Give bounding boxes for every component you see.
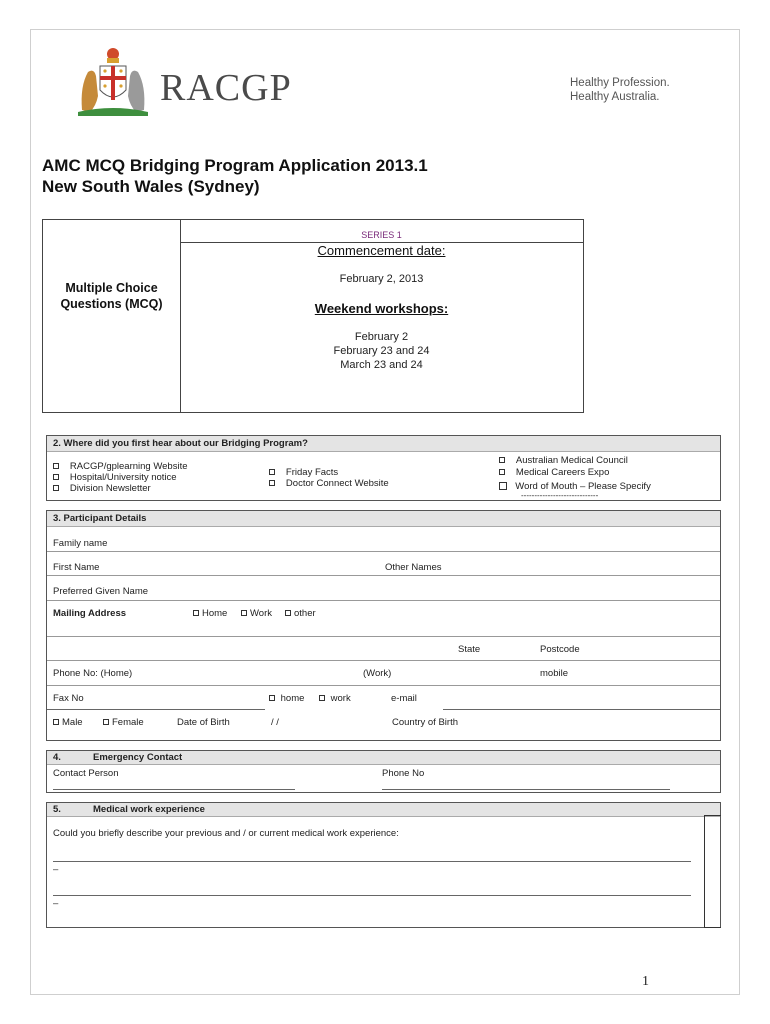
workshop-date: February 23 and 24 bbox=[333, 345, 430, 357]
racgp-crest-logo bbox=[74, 46, 152, 118]
specify-line[interactable]: ----------------------------- bbox=[521, 491, 599, 500]
option-amc[interactable] bbox=[499, 455, 651, 467]
option-careers-expo[interactable] bbox=[499, 467, 651, 479]
option-doctor-connect[interactable] bbox=[269, 478, 389, 489]
preferred-name-label: Preferred Given Name bbox=[53, 586, 149, 597]
email-home-label: home bbox=[280, 693, 305, 704]
checkbox-icon[interactable] bbox=[499, 457, 505, 463]
emergency-phone-label: Phone No bbox=[382, 768, 425, 779]
checkbox-icon[interactable] bbox=[269, 469, 275, 475]
brand-wordmark: RACGP bbox=[160, 67, 292, 109]
option-division-newsletter[interactable] bbox=[53, 483, 188, 494]
checkbox-icon[interactable] bbox=[53, 719, 59, 725]
checkbox-icon[interactable] bbox=[53, 485, 59, 491]
option-label: Medical Careers Expo bbox=[515, 467, 610, 478]
checkbox-icon[interactable] bbox=[193, 610, 199, 616]
male-label: Male bbox=[62, 717, 83, 728]
workshops-heading: Weekend workshops: bbox=[314, 301, 449, 316]
mcq-label-line2: Questions (MCQ) bbox=[60, 297, 163, 311]
option-label: Doctor Connect Website bbox=[285, 478, 389, 489]
option-label: Australian Medical Council bbox=[515, 455, 628, 466]
female-label: Female bbox=[112, 717, 144, 728]
checkbox-icon[interactable] bbox=[499, 482, 507, 490]
address-home-option[interactable] bbox=[193, 608, 227, 619]
fax-email-row[interactable] bbox=[47, 686, 720, 710]
commencement-date: February 2, 2013 bbox=[339, 273, 424, 285]
dob-label: Date of Birth bbox=[177, 717, 230, 728]
title-line1: AMC MCQ Bridging Program Application 2013.1 bbox=[42, 156, 428, 175]
phone-work-label: (Work) bbox=[363, 668, 392, 679]
phone-home-label: Phone No: (Home) bbox=[53, 668, 133, 679]
option-label: Friday Facts bbox=[285, 467, 339, 478]
hear-col2 bbox=[269, 467, 389, 489]
postcode-label: Postcode bbox=[540, 644, 580, 655]
section5-heading bbox=[47, 803, 720, 817]
first-name-row[interactable] bbox=[47, 552, 720, 576]
document-title bbox=[42, 155, 428, 197]
contact-person-label: Contact Person bbox=[53, 768, 119, 779]
contact-person-line[interactable] bbox=[53, 789, 295, 790]
tagline-line2: Healthy Australia. bbox=[570, 91, 660, 103]
side-bracket bbox=[704, 815, 721, 928]
experience-prompt: Could you briefly describe your previous and / or current medical work experience: bbox=[53, 828, 399, 839]
email-home-option[interactable] bbox=[269, 693, 304, 704]
preferred-name-row[interactable] bbox=[47, 576, 720, 601]
checkbox-icon[interactable] bbox=[269, 480, 275, 486]
option-racgp-website[interactable] bbox=[53, 461, 188, 472]
country-of-birth-label: Country of Birth bbox=[392, 717, 458, 728]
first-name-label: First Name bbox=[53, 562, 100, 573]
state-label: State bbox=[458, 644, 481, 655]
checkbox-icon[interactable] bbox=[53, 463, 59, 469]
mcq-label bbox=[43, 280, 180, 312]
hear-col3 bbox=[499, 455, 651, 499]
option-label: Word of Mouth – Please Specify bbox=[515, 481, 651, 492]
address-work-option[interactable] bbox=[241, 608, 272, 619]
series-info-box bbox=[42, 219, 584, 413]
section-emergency-contact bbox=[46, 750, 721, 793]
email-work-label: work bbox=[330, 693, 351, 704]
option-label: RACGP/gplearning Website bbox=[69, 461, 188, 472]
male-option[interactable] bbox=[53, 717, 83, 728]
workshop-date: February 2 bbox=[354, 331, 409, 343]
section5-number: 5. bbox=[53, 804, 61, 815]
checkbox-icon[interactable] bbox=[269, 695, 275, 701]
series-label: SERIES 1 bbox=[361, 230, 402, 240]
section-participant-details bbox=[46, 510, 721, 741]
family-name-row[interactable] bbox=[47, 527, 720, 552]
mcq-label-line1: Multiple Choice bbox=[65, 281, 158, 295]
section4-number: 4. bbox=[53, 752, 61, 763]
address-home-label: Home bbox=[202, 608, 228, 619]
checkbox-icon[interactable] bbox=[285, 610, 291, 616]
section-hear-about bbox=[46, 435, 721, 501]
hear-col1 bbox=[53, 461, 188, 494]
commencement-heading: Commencement date: bbox=[317, 243, 446, 258]
address-other-label: other bbox=[294, 608, 316, 619]
option-hospital-notice[interactable] bbox=[53, 472, 188, 483]
tagline-line1: Healthy Profession. bbox=[570, 77, 670, 89]
checkbox-icon[interactable] bbox=[103, 719, 109, 725]
section-medical-work-experience bbox=[46, 802, 721, 928]
option-label: Hospital/University notice bbox=[69, 472, 177, 483]
checkbox-icon[interactable] bbox=[319, 695, 325, 701]
email-label: e-mail bbox=[391, 693, 417, 704]
workshop-dates bbox=[180, 330, 583, 372]
section4-heading bbox=[47, 751, 720, 765]
checkbox-icon[interactable] bbox=[53, 474, 59, 480]
family-name-label: Family name bbox=[53, 538, 108, 549]
section4-title: Emergency Contact bbox=[93, 752, 183, 763]
experience-line-2[interactable] bbox=[53, 895, 691, 896]
other-names-label: Other Names bbox=[385, 562, 442, 573]
mailing-address-row[interactable] bbox=[47, 601, 720, 637]
email-work-option[interactable] bbox=[319, 693, 351, 704]
emergency-phone-line[interactable] bbox=[382, 789, 670, 790]
section5-title: Medical work experience bbox=[93, 804, 205, 815]
tagline bbox=[570, 76, 670, 104]
fax-label: Fax No bbox=[53, 693, 84, 704]
phone-row[interactable] bbox=[47, 661, 720, 686]
gender-dob-row[interactable] bbox=[47, 710, 720, 734]
section3-heading: 3. Participant Details bbox=[47, 511, 720, 527]
title-line2: New South Wales (Sydney) bbox=[42, 177, 260, 196]
address-work-label: Work bbox=[250, 608, 272, 619]
experience-dash-2: – bbox=[53, 898, 59, 909]
option-label: Division Newsletter bbox=[69, 483, 151, 494]
state-postcode-row[interactable] bbox=[47, 637, 720, 661]
section2-heading: 2. Where did you first hear about our Bridging Program? bbox=[47, 436, 720, 452]
experience-line-1[interactable] bbox=[53, 861, 691, 862]
checkbox-icon[interactable] bbox=[499, 469, 505, 475]
dob-separator[interactable]: / / bbox=[271, 717, 279, 728]
female-option[interactable] bbox=[103, 717, 144, 728]
option-friday-facts[interactable] bbox=[269, 467, 389, 478]
address-other-option[interactable] bbox=[285, 608, 316, 619]
checkbox-icon[interactable] bbox=[241, 610, 247, 616]
experience-dash-1: – bbox=[53, 864, 59, 875]
workshop-date: March 23 and 24 bbox=[340, 359, 423, 371]
mobile-label: mobile bbox=[540, 668, 568, 679]
mailing-address-label: Mailing Address bbox=[53, 608, 127, 619]
page-number: 1 bbox=[642, 974, 649, 989]
